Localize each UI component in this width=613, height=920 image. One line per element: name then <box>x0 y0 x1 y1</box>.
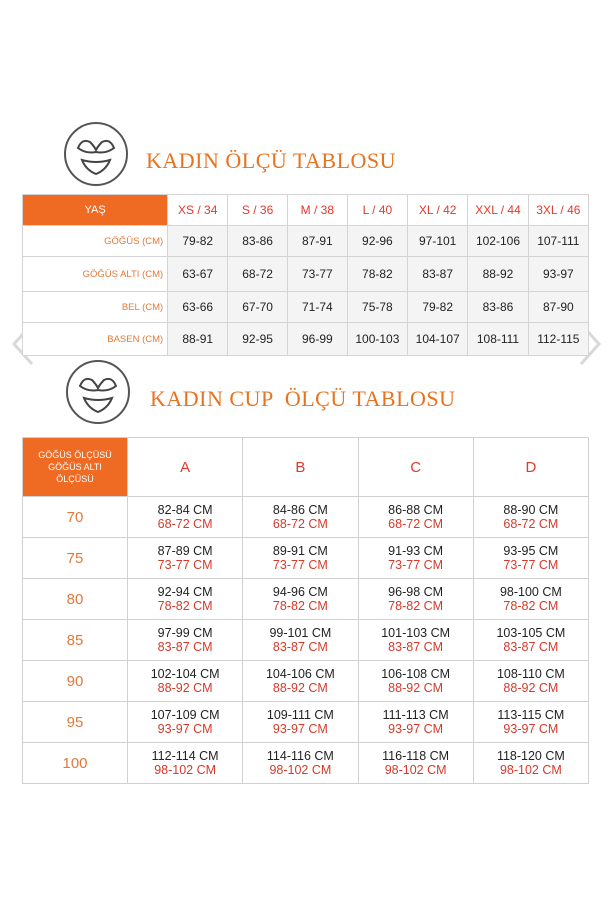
underbust-measurement: 83-87 CM <box>157 640 213 654</box>
table-cell: 73-77 <box>287 257 347 292</box>
bust-measurement: 112-114 CM <box>151 749 219 763</box>
size-header: XS / 34 <box>168 195 228 226</box>
table-row <box>23 257 589 292</box>
row-label: GÖĞÜS (CM) <box>23 226 168 257</box>
underbust-measurement: 88-92 CM <box>503 681 559 695</box>
table-cell: 68-72 <box>228 257 288 292</box>
table-cell: 78-82 <box>347 257 407 292</box>
size-header-row <box>23 195 589 226</box>
cup-cell <box>243 702 358 743</box>
cup-cell <box>473 497 588 538</box>
cup-cell <box>128 497 243 538</box>
table-cell: 63-66 <box>168 292 228 323</box>
table-cell: 104-107 <box>408 323 468 356</box>
underbust-measurement: 78-82 CM <box>272 599 328 613</box>
cup-header: D <box>473 438 588 497</box>
table-cell: 107-111 <box>528 226 588 257</box>
cup-chart-title: KADIN CUP ÖLÇÜ TABLOSU <box>150 386 456 411</box>
header-line: ÖLÇÜSÜ <box>56 474 94 484</box>
table-row <box>23 620 589 661</box>
underbust-measurement: 73-77 CM <box>388 558 444 572</box>
table-row <box>23 661 589 702</box>
table-cell: 96-99 <box>287 323 347 356</box>
cup-cell <box>358 743 473 784</box>
table-row <box>23 292 589 323</box>
size-header: XL / 42 <box>408 195 468 226</box>
table-cell: 88-92 <box>468 257 528 292</box>
underbust-measurement: 73-77 CM <box>157 558 213 572</box>
cup-table-body <box>23 497 589 784</box>
cup-cell <box>473 620 588 661</box>
bust-measurement: 113-115 CM <box>497 708 565 722</box>
header-line: GÖĞÜS ALTI <box>48 462 102 472</box>
bust-measurement: 118-120 CM <box>496 749 565 763</box>
table-cell: 67-70 <box>228 292 288 323</box>
lingerie-icon <box>64 122 128 186</box>
header-line: GÖĞÜS ÖLÇÜSÜ <box>38 450 112 460</box>
band-size: 70 <box>23 497 128 538</box>
cup-cell <box>128 702 243 743</box>
cup-cell <box>358 579 473 620</box>
cup-cell <box>128 620 243 661</box>
table-row <box>23 538 589 579</box>
underbust-measurement: 98-102 CM <box>384 763 447 777</box>
bust-measurement: 111-113 CM <box>382 708 449 722</box>
underbust-measurement: 93-97 CM <box>272 722 328 736</box>
table-cell: 112-115 <box>528 323 588 356</box>
underbust-measurement: 88-92 CM <box>157 681 213 695</box>
underbust-measurement: 78-82 CM <box>503 599 559 613</box>
bust-measurement: 109-111 CM <box>266 708 334 722</box>
band-size: 85 <box>23 620 128 661</box>
cup-chart-table <box>22 437 589 784</box>
cup-cell <box>243 743 358 784</box>
bust-measurement: 89-91 CM <box>272 544 328 558</box>
table-cell: 102-106 <box>468 226 528 257</box>
table-cell: 63-67 <box>168 257 228 292</box>
bust-measurement: 86-88 CM <box>388 503 444 517</box>
bust-measurement: 97-99 CM <box>157 626 213 640</box>
bust-measurement: 106-108 CM <box>381 667 451 681</box>
bust-measurement: 104-106 CM <box>265 667 335 681</box>
underbust-measurement: 98-102 CM <box>499 763 562 777</box>
cup-cell <box>473 661 588 702</box>
lingerie-icon <box>66 360 130 424</box>
underbust-measurement: 78-82 CM <box>388 599 444 613</box>
underbust-measurement: 78-82 CM <box>157 599 213 613</box>
cup-cell <box>243 579 358 620</box>
table-cell: 92-96 <box>347 226 407 257</box>
underbust-measurement: 93-97 CM <box>503 722 559 736</box>
cup-cell <box>358 497 473 538</box>
table-cell: 71-74 <box>287 292 347 323</box>
cup-cell <box>358 620 473 661</box>
table-cell: 83-87 <box>408 257 468 292</box>
underbust-measurement: 93-97 CM <box>157 722 213 736</box>
cup-cell <box>473 579 588 620</box>
row-label: BASEN (CM) <box>23 323 168 356</box>
bust-measurement: 102-104 CM <box>150 667 220 681</box>
bust-measurement: 84-86 CM <box>272 503 328 517</box>
bust-measurement: 116-118 CM <box>382 749 450 763</box>
cup-header: C <box>358 438 473 497</box>
bust-measurement: 98-100 CM <box>499 585 562 599</box>
underbust-measurement: 88-92 CM <box>388 681 444 695</box>
table-cell: 97-101 <box>408 226 468 257</box>
bust-measurement: 82-84 CM <box>157 503 213 517</box>
table-row <box>23 579 589 620</box>
cup-cell <box>128 743 243 784</box>
underbust-measurement: 98-102 CM <box>154 763 217 777</box>
underbust-measurement: 83-87 CM <box>388 640 444 654</box>
size-header: XXL / 44 <box>468 195 528 226</box>
size-header: 3XL / 46 <box>528 195 588 226</box>
table-cell: 93-97 <box>528 257 588 292</box>
size-chart-title: KADIN ÖLÇÜ TABLOSU <box>146 148 397 173</box>
cup-cell <box>243 497 358 538</box>
bust-measurement: 87-89 CM <box>157 544 213 558</box>
cup-cell <box>128 661 243 702</box>
underbust-measurement: 73-77 CM <box>272 558 328 572</box>
underbust-measurement: 68-72 CM <box>157 517 213 531</box>
table-cell: 79-82 <box>408 292 468 323</box>
cup-header-row <box>23 438 589 497</box>
table-row <box>23 323 589 356</box>
table-cell: 87-91 <box>287 226 347 257</box>
underbust-measurement: 68-72 CM <box>503 517 559 531</box>
bust-measurement: 88-90 CM <box>503 503 559 517</box>
underbust-measurement: 98-102 CM <box>269 763 332 777</box>
table-cell: 108-111 <box>468 323 528 356</box>
table-row <box>23 497 589 538</box>
bust-measurement: 96-98 CM <box>388 585 444 599</box>
bust-measurement: 93-95 CM <box>503 544 559 558</box>
table-cell: 87-90 <box>528 292 588 323</box>
bust-measurement: 92-94 CM <box>157 585 213 599</box>
cup-cell <box>128 579 243 620</box>
cup-cell <box>358 538 473 579</box>
underbust-measurement: 68-72 CM <box>272 517 328 531</box>
band-size: 95 <box>23 702 128 743</box>
size-header: L / 40 <box>347 195 407 226</box>
table-cell: 75-78 <box>347 292 407 323</box>
cup-cell <box>358 702 473 743</box>
size-header: S / 36 <box>228 195 288 226</box>
underbust-measurement: 68-72 CM <box>388 517 444 531</box>
cup-cell <box>358 661 473 702</box>
cup-cell <box>473 538 588 579</box>
table-cell: 88-91 <box>168 323 228 356</box>
cup-cell <box>243 620 358 661</box>
table-cell: 83-86 <box>468 292 528 323</box>
band-size: 75 <box>23 538 128 579</box>
band-size: 100 <box>23 743 128 784</box>
cup-cell <box>473 702 588 743</box>
cup-cell <box>243 538 358 579</box>
row-label: GÖĞÜS ALTI (CM) <box>23 257 168 292</box>
measurement-header <box>23 438 128 497</box>
age-header: YAŞ <box>23 195 168 226</box>
cup-cell <box>128 538 243 579</box>
band-size: 80 <box>23 579 128 620</box>
table-row <box>23 702 589 743</box>
bust-measurement: 108-110 CM <box>496 667 565 681</box>
underbust-measurement: 93-97 CM <box>388 722 444 736</box>
bust-measurement: 107-109 CM <box>150 708 220 722</box>
cup-header: A <box>128 438 243 497</box>
bust-measurement: 101-103 CM <box>381 626 451 640</box>
underbust-measurement: 73-77 CM <box>503 558 559 572</box>
size-chart-table <box>22 194 589 356</box>
band-size: 90 <box>23 661 128 702</box>
bust-measurement: 99-101 CM <box>269 626 332 640</box>
cup-cell <box>243 661 358 702</box>
table-cell: 92-95 <box>228 323 288 356</box>
table-row <box>23 226 589 257</box>
cup-cell <box>473 743 588 784</box>
bust-measurement: 91-93 CM <box>388 544 444 558</box>
bust-measurement: 94-96 CM <box>272 585 328 599</box>
underbust-measurement: 88-92 CM <box>272 681 328 695</box>
table-row <box>23 743 589 784</box>
size-header: M / 38 <box>287 195 347 226</box>
table-cell: 100-103 <box>347 323 407 356</box>
table-cell: 79-82 <box>168 226 228 257</box>
bust-measurement: 103-105 CM <box>496 626 566 640</box>
cup-header: B <box>243 438 358 497</box>
row-label: BEL (CM) <box>23 292 168 323</box>
underbust-measurement: 83-87 CM <box>503 640 559 654</box>
underbust-measurement: 83-87 CM <box>272 640 328 654</box>
table-cell: 83-86 <box>228 226 288 257</box>
bust-measurement: 114-116 CM <box>266 749 334 763</box>
